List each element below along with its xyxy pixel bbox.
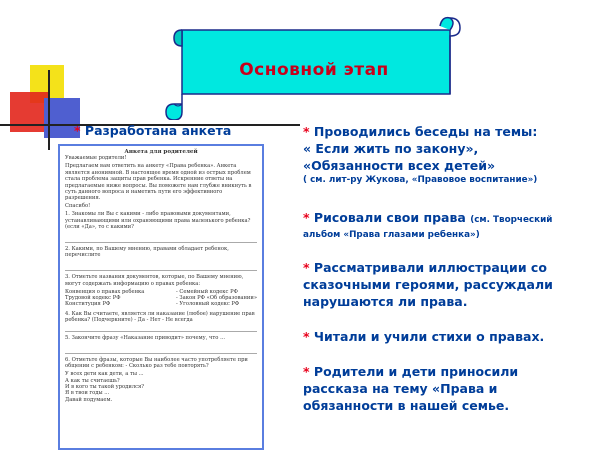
point-text: нарушаются ли права. — [303, 294, 468, 309]
point-text: Читали и учили стихи о правах. — [313, 329, 545, 344]
point-poems — [303, 328, 603, 345]
point-text: « Если жить по закону», — [303, 141, 479, 156]
slide-title: Основной этап — [239, 60, 389, 80]
star-bullet: * — [303, 329, 310, 344]
point-text: сказочными героями, рассуждали — [303, 277, 553, 292]
point-reference: (см. Творческий — [470, 215, 553, 225]
point-text: Рассматривали иллюстрации со — [313, 260, 547, 275]
point-text: рассказа на тему «Права и — [303, 381, 498, 396]
doc-phrase: Я в твои годы ... — [65, 390, 110, 397]
doc-question-4: 4. Как Вы считаете, является ли наказание (любое) нарушение прав ребенка? (Подчеркните) - Да - Нет - Не всегда — [65, 310, 255, 324]
doc-list-item: Конвенция о правах ребенка — [65, 288, 145, 295]
point-text: Проводились беседы на темы: — [313, 124, 538, 139]
doc-question-2: 2. Какими, по Вашему мнению, правами обладает ребенок, перечислите — [65, 245, 229, 259]
doc-question-6: 6. Отметьте фразы, которые Вы наиболее часто употребляете при общении с ребенком: - Сколько раз тебе повторять? — [65, 356, 248, 370]
doc-phrase: Давай подумаем. — [65, 396, 113, 403]
point-reference: ( см. лит-ру Жукова, «Правовое воспитание») — [303, 175, 538, 185]
point-reference: альбом «Права глазами ребенка») — [303, 230, 480, 240]
doc-list-item: - Закон РФ «Об образовании» — [175, 294, 257, 301]
point-conversations — [303, 123, 603, 186]
doc-greeting: Уважаемые родители! — [65, 155, 127, 162]
doc-list-item: - Уголовный кодекс РФ — [175, 301, 240, 308]
star-bullet: * — [74, 123, 81, 138]
doc-intro: Предлагаем вам ответить на анкету «Права ребенка». Анкета является анонимной. В настоящее время одной из острых проблем стала проблема защиты прав ребенка. Искренние ответы на предлагаемые ниже вопросы. Вы поможете нам глубже вникнуть в суть данного вопроса и наметить пути его эффективного разрешения. — [65, 163, 252, 202]
questionnaire-heading-label: Разработана анкета — [84, 123, 232, 138]
star-bullet: * — [303, 124, 310, 139]
doc-phrase: И в кого ты такой уродился? — [65, 384, 145, 391]
questionnaire-heading — [74, 123, 231, 138]
point-text: обязанности в нашей семье. — [303, 398, 510, 413]
answer-line — [65, 325, 257, 332]
title-scroll-banner — [160, 16, 466, 120]
doc-title: Анкета для родителей — [124, 149, 198, 155]
doc-phrase: У всех дети как дети, а ты ... — [65, 371, 144, 378]
star-bullet: * — [303, 260, 310, 275]
decorative-red-square — [10, 92, 48, 132]
doc-question-1: 1. Знакомы ли Вы с какими - либо правовыми документами, устанавливающими или охраняющими права маленького ребенка? (если «Да», то с какими? — [65, 211, 251, 230]
point-drawing — [303, 209, 603, 241]
doc-question-5: 5. Закончите фразу «Наказание приводит» почему, что ... — [65, 335, 226, 342]
doc-documents-right — [176, 289, 257, 308]
doc-documents-left — [65, 289, 144, 308]
point-illustrations — [303, 259, 603, 310]
star-bullet: * — [303, 364, 310, 379]
star-bullet: * — [303, 210, 310, 225]
doc-list-item: Трудовой кодекс РФ — [65, 294, 121, 301]
doc-documents-list — [65, 289, 257, 308]
doc-phrase: А как ты считаешь? — [65, 377, 120, 384]
answer-line — [65, 232, 257, 243]
point-text: «Обязанности всех детей» — [303, 158, 496, 173]
doc-list-item: Конституция РФ — [65, 301, 111, 308]
doc-list-item: - Семейный кодекс РФ — [175, 288, 238, 295]
point-text: Родители и дети приносили — [313, 364, 519, 379]
answer-line — [65, 343, 257, 354]
questionnaire-document — [58, 144, 264, 450]
answer-line — [65, 260, 257, 271]
point-stories — [303, 363, 603, 414]
doc-question-3: 3. Отметьте названия документов, которые, по Вашему мнению, могут содержать информацию о правах ребенка: — [65, 274, 244, 287]
decorative-vertical-line — [48, 70, 50, 150]
doc-thanks: Спасибо! — [65, 203, 91, 210]
point-text: Рисовали свои права — [313, 210, 466, 225]
